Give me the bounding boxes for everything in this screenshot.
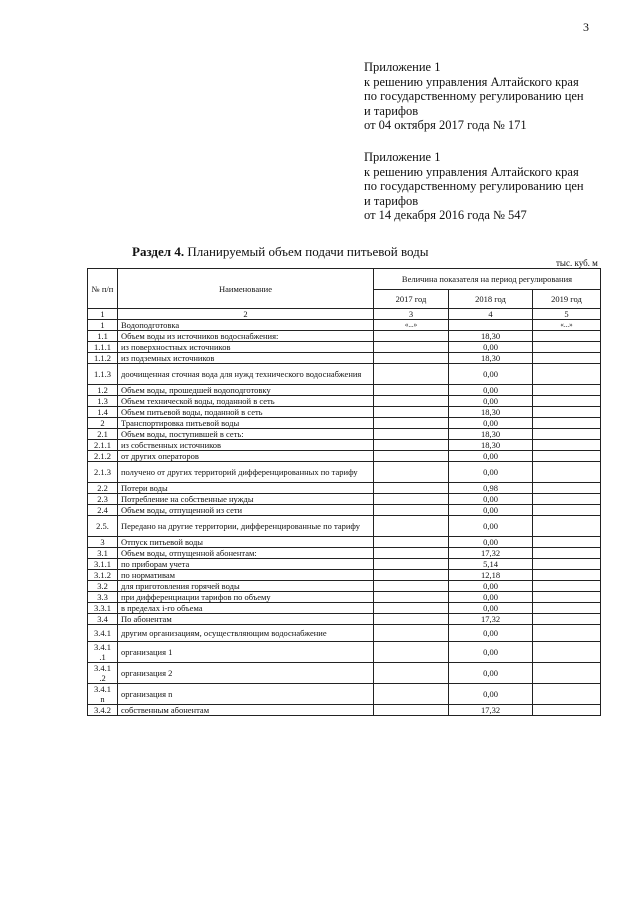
header-year-2019: 2019 год [533,290,601,309]
value-2018: 0,00 [449,451,533,462]
value-2018: 0,00 [449,385,533,396]
value-2019 [533,364,601,385]
row-number: 3.4.1 n [88,684,118,705]
row-number: 3.1.2 [88,570,118,581]
table-row [88,516,601,537]
table-row [88,353,601,364]
value-2017 [374,614,449,625]
table-row [88,385,601,396]
value-2017 [374,494,449,505]
row-number: 2.5. [88,516,118,537]
value-2017 [374,705,449,716]
row-number: 2.3 [88,494,118,505]
row-name: получено от других территорий дифференцированных по тарифу [118,462,374,483]
value-2018: 0,00 [449,342,533,353]
value-2018: 18,30 [449,331,533,342]
appendix-line: от 04 октября 2017 года № 171 [364,118,527,133]
row-number: 3.2 [88,581,118,592]
value-2018: 18,30 [449,440,533,451]
value-2019 [533,705,601,716]
value-2019 [533,548,601,559]
value-2019 [533,440,601,451]
row-name: Объем воды, поступившей в сеть: [118,429,374,440]
section-title: Планируемый объем подачи питьевой воды [187,244,429,259]
value-2019 [533,451,601,462]
appendix-line: к решению управления Алтайского края [364,164,579,179]
table-row [88,364,601,385]
value-2019 [533,462,601,483]
value-2017 [374,537,449,548]
row-name: из поверхностных источников [118,342,374,353]
value-2018: 18,30 [449,407,533,418]
value-2017 [374,429,449,440]
row-name: собственным абонентам [118,705,374,716]
value-2018: 18,30 [449,353,533,364]
value-2017 [374,407,449,418]
value-2018: 0,00 [449,625,533,642]
value-2019 [533,331,601,342]
table-row [88,331,601,342]
value-2017 [374,353,449,364]
table-row [88,483,601,494]
table-row [88,396,601,407]
value-2017 [374,462,449,483]
table-row [88,603,601,614]
value-2019 [533,353,601,364]
value-2017 [374,559,449,570]
table-row [88,429,601,440]
value-2019 [533,570,601,581]
value-2019: «...» [533,320,601,331]
value-2019 [533,396,601,407]
value-2019 [533,581,601,592]
row-number: 3.4.1 .1 [88,642,118,663]
value-2018: 0,00 [449,516,533,537]
value-2017 [374,483,449,494]
value-2017 [374,451,449,462]
unit-label: тыс. куб. м [556,258,598,268]
row-number: 3.1.1 [88,559,118,570]
value-2018: 0,00 [449,592,533,603]
header-year-2017: 2017 год [374,290,449,309]
row-name: Потери воды [118,483,374,494]
value-2019 [533,516,601,537]
column-number: 4 [449,309,533,320]
row-name: Объем воды из источников водоснабжения: [118,331,374,342]
appendix-line: по государственному регулированию цен [364,179,584,194]
table-row [88,663,601,684]
value-2017: «...» [374,320,449,331]
value-2018: 18,30 [449,429,533,440]
row-number: 1.3 [88,396,118,407]
appendix-line: и тарифов [364,103,419,118]
value-2018: 17,32 [449,705,533,716]
table-row [88,570,601,581]
table-row [88,614,601,625]
row-number: 2.4 [88,505,118,516]
table-row [88,705,601,716]
row-name: Водоподготовка [118,320,374,331]
table-row [88,684,601,705]
value-2017 [374,548,449,559]
row-name: Потребление на собственные нужды [118,494,374,505]
value-2018: 17,32 [449,548,533,559]
value-2019 [533,559,601,570]
value-2018: 0,00 [449,581,533,592]
table-row [88,537,601,548]
row-number: 1.1 [88,331,118,342]
value-2017 [374,364,449,385]
row-number: 3.4.2 [88,705,118,716]
value-2017 [374,581,449,592]
appendix-line: и тарифов [364,193,419,208]
value-2019 [533,614,601,625]
value-2019 [533,342,601,353]
value-2017 [374,663,449,684]
value-2017 [374,684,449,705]
row-name: Объем питьевой воды, поданной в сеть [118,407,374,418]
value-2018: 12,18 [449,570,533,581]
value-2018: 0,00 [449,418,533,429]
row-name: по нормативам [118,570,374,581]
value-2017 [374,418,449,429]
row-name: Объем воды, отпущенной из сети [118,505,374,516]
row-number: 3.4.1 .2 [88,663,118,684]
row-number: 2.1 [88,429,118,440]
appendix-block-1 [364,60,584,133]
column-number: 1 [88,309,118,320]
section-label: Раздел 4. [132,244,185,259]
appendix-line: по государственному регулированию цен [364,89,584,104]
table-row [88,451,601,462]
value-2017 [374,396,449,407]
row-number: 2.2 [88,483,118,494]
table-row [88,581,601,592]
row-name: в пределах i-го объема [118,603,374,614]
column-number: 5 [533,309,601,320]
row-name: организация 1 [118,642,374,663]
value-2019 [533,494,601,505]
section-heading [132,244,429,260]
table-row [88,505,601,516]
table-row [88,494,601,505]
value-2018: 0,00 [449,603,533,614]
value-2019 [533,418,601,429]
value-2017 [374,331,449,342]
table-row [88,440,601,451]
value-2017 [374,342,449,353]
header-year-2018: 2018 год [449,290,533,309]
row-name: Передано на другие территории, дифференцированные по тарифу [118,516,374,537]
appendix-line: Приложение 1 [364,150,441,164]
header-name: Наименование [118,269,374,309]
row-number: 1.1.3 [88,364,118,385]
water-volume-table [87,268,601,716]
row-name: от других операторов [118,451,374,462]
value-2019 [533,537,601,548]
row-name: По абонентам [118,614,374,625]
row-name: при дифференциации тарифов по объему [118,592,374,603]
row-number: 1.2 [88,385,118,396]
value-2019 [533,483,601,494]
table-row [88,548,601,559]
row-number: 2.1.3 [88,462,118,483]
row-number: 1 [88,320,118,331]
row-number: 3.4.1 [88,625,118,642]
value-2018: 0,00 [449,642,533,663]
row-number: 1.1.1 [88,342,118,353]
value-2017 [374,440,449,451]
row-name: из собственных источников [118,440,374,451]
row-name: для приготовления горячей воды [118,581,374,592]
value-2018: 0,00 [449,494,533,505]
table-row [88,642,601,663]
header-number: № п/п [88,269,118,309]
row-name: Объем воды, отпущенной абонентам: [118,548,374,559]
value-2017 [374,642,449,663]
value-2018: 0,00 [449,663,533,684]
row-name: организация 2 [118,663,374,684]
column-number: 2 [118,309,374,320]
value-2017 [374,603,449,614]
value-2018: 0,00 [449,505,533,516]
value-2017 [374,505,449,516]
row-number: 3.4 [88,614,118,625]
table-row [88,625,601,642]
table-row [88,418,601,429]
value-2018: 0,98 [449,483,533,494]
row-name: Объем воды, прошедшей водоподготовку [118,385,374,396]
row-name: из подземных источников [118,353,374,364]
row-number: 3.1 [88,548,118,559]
value-2017 [374,385,449,396]
appendix-line: Приложение 1 [364,60,441,74]
appendix-line: от 14 декабря 2016 года № 547 [364,208,527,223]
value-2019 [533,625,601,642]
row-number: 2.1.1 [88,440,118,451]
value-2018: 0,00 [449,462,533,483]
row-number: 2 [88,418,118,429]
value-2018: 0,00 [449,364,533,385]
value-2017 [374,516,449,537]
value-2019 [533,505,601,516]
table-row [88,320,601,331]
value-2019 [533,385,601,396]
value-2018: 0,00 [449,396,533,407]
page-number: 3 [583,20,589,34]
value-2018: 0,00 [449,684,533,705]
value-2019 [533,429,601,440]
appendix-line: к решению управления Алтайского края [364,74,579,89]
value-2019 [533,663,601,684]
row-name: Объем технической воды, поданной в сеть [118,396,374,407]
row-number: 1.1.2 [88,353,118,364]
value-2018 [449,320,533,331]
value-2017 [374,570,449,581]
row-number: 3.3 [88,592,118,603]
value-2017 [374,625,449,642]
table-row [88,342,601,353]
row-number: 3.3.1 [88,603,118,614]
row-name: Транспортировка питьевой воды [118,418,374,429]
row-name: Отпуск питьевой воды [118,537,374,548]
table-row [88,407,601,418]
value-2018: 0,00 [449,537,533,548]
row-name: по приборам учета [118,559,374,570]
row-name: другим организациям, осуществляющим водоснабжение [118,625,374,642]
row-number: 1.4 [88,407,118,418]
value-2019 [533,642,601,663]
appendix-block-2 [364,150,584,223]
table-row [88,462,601,483]
row-number: 2.1.2 [88,451,118,462]
table-row [88,559,601,570]
row-name: доочищенная сточная вода для нужд технического водоснабжения [118,364,374,385]
table-row [88,592,601,603]
row-name: организация n [118,684,374,705]
value-2019 [533,684,601,705]
value-2018: 17,32 [449,614,533,625]
value-2018: 5,14 [449,559,533,570]
table-body [88,320,601,716]
value-2019 [533,407,601,418]
value-2019 [533,592,601,603]
row-number: 3 [88,537,118,548]
header-period: Величина показателя на период регулирования [374,269,601,290]
value-2017 [374,592,449,603]
column-number: 3 [374,309,449,320]
value-2019 [533,603,601,614]
